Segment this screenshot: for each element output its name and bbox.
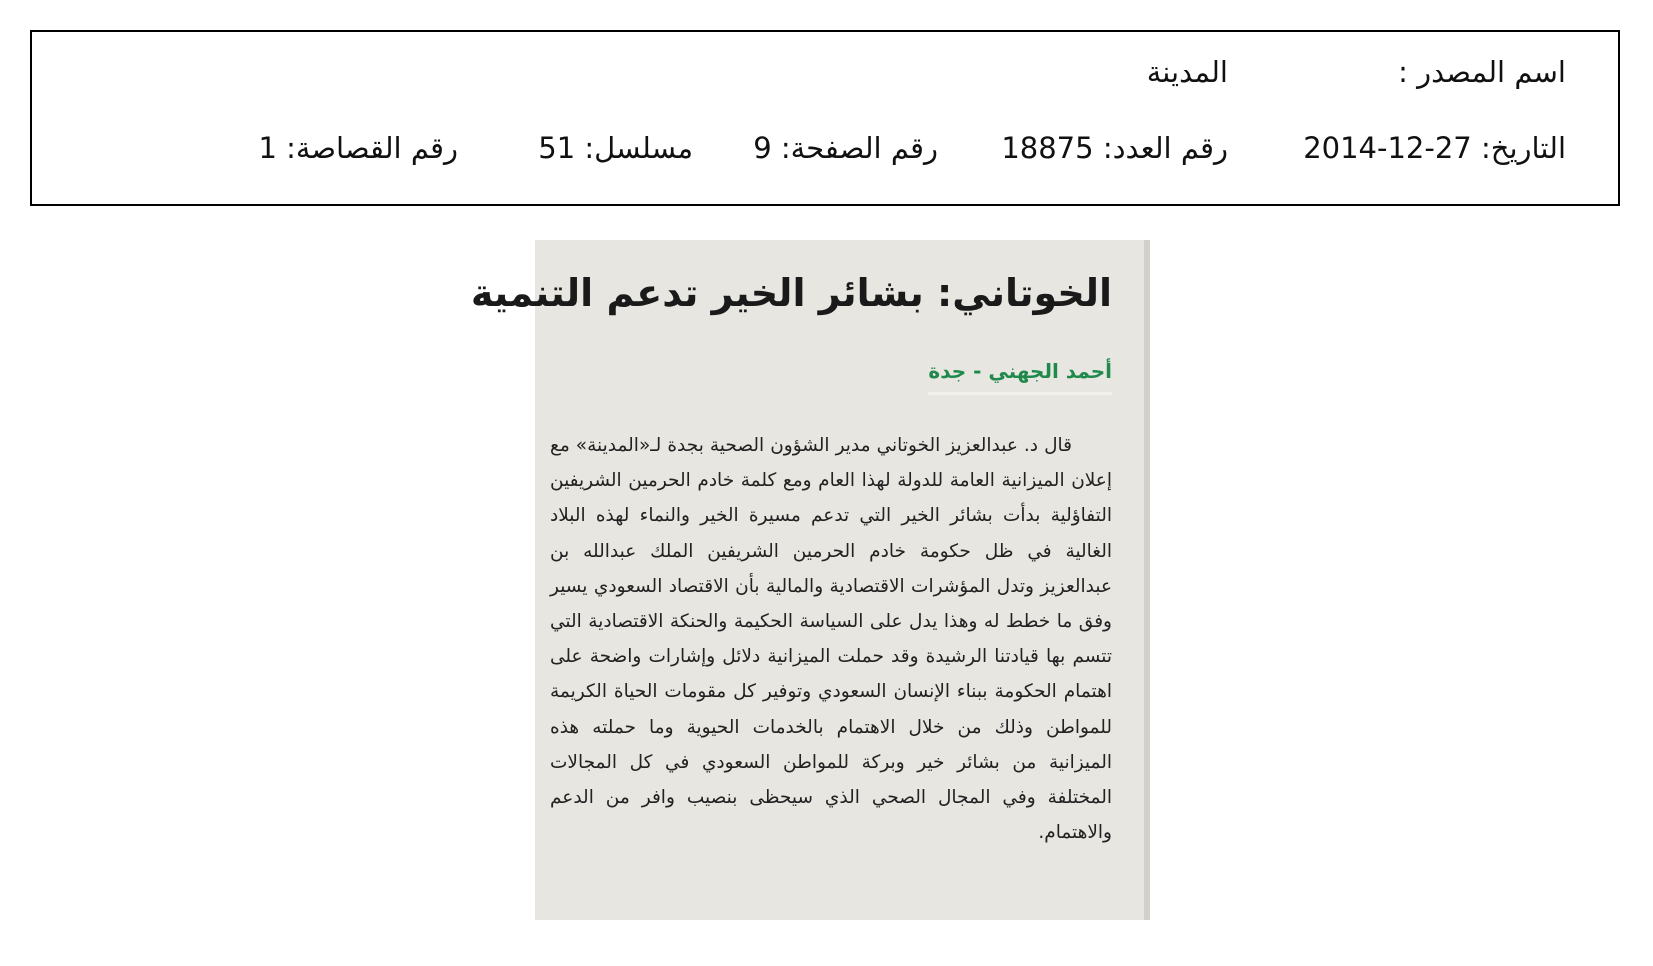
page-label: رقم الصفحة: [780,131,938,165]
source-value-field [1147,54,1228,90]
page-field [753,130,938,166]
source-value: المدينة [1146,55,1228,89]
clip-value: 1 [258,131,277,165]
issue-label: رقم العدد: [1102,131,1228,165]
newspaper-clipping [470,240,1150,920]
source-info-box [30,30,1620,206]
date-label: التاريخ: [1480,131,1566,165]
article-body: قال د. عبدالعزيز الخوتاني مدير الشؤون الصحية بجدة لـ«المدينة» مع إعلان الميزانية العامة للدولة لهذا العام ومع كلمة خادم الحرمين الشريفين التفاؤلية بدأت بشائر الخير التي تدعم مسيرة الخير والنماء لهذه البلاد الغالية في ظل حكومة خادم الحرمين الشريفين الملك عبدالله بن عبدالعزيز وتدل المؤشرات الاقتصادية والمالية بأن الاقتصاد السعودي يسير وفق ما خطط له وهذا يدل على السياسة الحكيمة والحنكة الاقتصادية التي تتسم بها قيادتنا الرشيدة وقد حملت الميزانية دلائل وإشارات واضحة على اهتمام الحكومة ببناء الإنسان السعودي وتوفير كل مقومات الحياة الكريمة للمواطن وذلك من خلال الاهتمام بالخدمات الحيوية وما حملته هذه الميزانية من بشائر خير وبركة للمواطن السعودي في كل المجالات المختلفة وفي المجال الصحي الذي سيحظى بنصيب وافر من الدعم والاهتمام. [550,435,1112,844]
serial-field [538,130,693,166]
page-value: 9 [753,131,772,165]
issue-field [1001,130,1228,166]
date-value: 2014-12-27 [1303,131,1472,165]
source-label: اسم المصدر : [1398,55,1566,89]
date-field [1303,130,1566,166]
article-headline: الخوتاني: بشائر الخير تدعم التنمية [470,271,1112,315]
issue-value: 18875 [1001,131,1094,165]
article-byline: أحمد الجهني - جدة [928,358,1112,395]
clip-label: رقم القصاصة: [286,131,458,165]
source-label-field [1398,54,1566,90]
clip-field [258,130,458,166]
serial-value: 51 [538,131,576,165]
serial-label: مسلسل: [584,131,693,165]
